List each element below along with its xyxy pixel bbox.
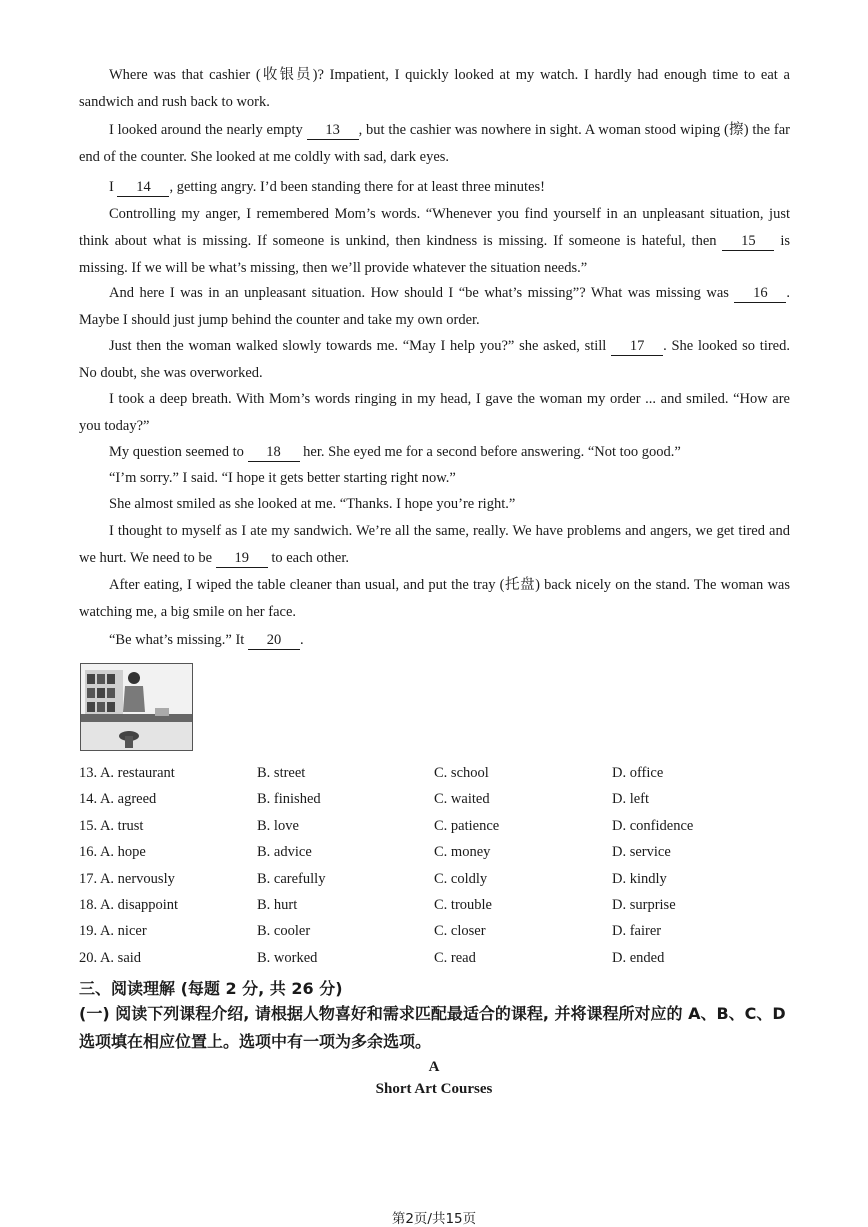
paragraph-text: to each other.	[267, 550, 350, 566]
passage-paragraph	[79, 174, 790, 201]
option-choice[interactable]: B. finished	[257, 791, 321, 808]
option-choice[interactable]: D. service	[612, 844, 671, 861]
option-choice[interactable]: C. coldly	[434, 870, 488, 887]
blank-14[interactable]: 14	[117, 179, 169, 197]
course-heading: Short Art Courses	[375, 1081, 493, 1097]
option-choice[interactable]: C. patience	[434, 817, 500, 834]
option-choice[interactable]: C. read	[434, 949, 476, 966]
paragraph-text: . She looked so tired. No doubt, she was overworked.	[79, 338, 790, 381]
paragraph-text: , getting angry. I’d been standing there for at least three minutes!	[169, 179, 545, 195]
cashier-illustration	[80, 663, 193, 751]
passage-paragraph	[79, 572, 790, 626]
blank-13[interactable]: 13	[307, 122, 359, 140]
option-choice[interactable]: 16. A. hope	[79, 844, 146, 861]
passage-paragraph	[79, 333, 790, 387]
option-choice[interactable]: B. street	[257, 765, 306, 781]
paragraph-text: “Be what’s missing.” It	[109, 632, 248, 648]
paragraph-text: her. She eyed me for a second before answering. “Not too good.”	[299, 444, 681, 460]
part-letter: A	[428, 1059, 440, 1075]
paragraph-text: . Maybe I should just jump behind the counter and take my own order.	[79, 285, 790, 328]
option-row	[79, 946, 790, 972]
option-choice[interactable]: B. love	[257, 817, 299, 834]
blank-17[interactable]: 17	[611, 338, 663, 356]
paragraph-text: My question seemed to	[109, 444, 248, 460]
passage-paragraph	[79, 439, 790, 466]
option-choice[interactable]: C. school	[434, 765, 489, 781]
option-choice[interactable]: 18. A. disappoint	[79, 896, 179, 913]
paragraph-text: She almost smiled as she looked at me. “Thanks. I hope you’re right.”	[109, 496, 516, 512]
option-choice[interactable]: D. kindly	[612, 870, 667, 887]
blank-15[interactable]: 15	[722, 233, 774, 251]
paragraph-text: Just then the woman walked slowly towards me. “May I help you?” she asked, still	[109, 338, 612, 354]
section-title: 三、阅读理解 (每题 2 分, 共 26 分)	[79, 979, 343, 998]
option-choice[interactable]: D. ended	[612, 949, 665, 966]
option-row	[79, 919, 790, 945]
option-choice[interactable]: D. confidence	[612, 817, 694, 834]
option-row	[79, 867, 790, 893]
option-row	[79, 893, 790, 919]
option-choice[interactable]: B. carefully	[257, 870, 326, 887]
paragraph-text: And here I was in an unpleasant situation. How should I “be what’s missing”? What was missing was	[109, 285, 735, 301]
paragraph-text: is missing. If we will be what’s missing, then we’ll provide whatever the situation needs.”	[79, 233, 790, 276]
option-choice[interactable]: D. office	[612, 765, 664, 781]
page-number: 第2页/共15页	[391, 1211, 477, 1227]
passage-paragraph	[79, 627, 790, 654]
option-choice[interactable]: C. waited	[434, 791, 490, 808]
option-choice[interactable]: 15. A. trust	[79, 817, 144, 834]
paragraph-text: Controlling my anger, I remembered Mom’s words. “Whenever you find yourself in an unpleasant situation, just think about what is missing. If someone is unkind, then kindness is missing. If someone is hateful, then	[79, 206, 790, 249]
passage-paragraph	[79, 117, 790, 171]
option-choice[interactable]: C. trouble	[434, 896, 492, 913]
paragraph-text: I thought to myself as I ate my sandwich. We’re all the same, really. We have problems and angers, we get tired and we hurt. We need to be	[79, 523, 790, 566]
blank-16[interactable]: 16	[734, 285, 786, 303]
option-choice[interactable]: C. money	[434, 844, 491, 861]
option-choice[interactable]: B. cooler	[257, 923, 311, 940]
option-choice[interactable]: 20. A. said	[79, 949, 142, 966]
passage-paragraph	[79, 280, 790, 334]
option-choice[interactable]: D. surprise	[612, 896, 676, 913]
paragraph-text: Where was that cashier (收银员)? Impatient, I quickly looked at my watch. I hardly had enough time to eat a sandwich and rush back to work.	[79, 67, 790, 110]
passage-paragraph	[79, 518, 790, 572]
paragraph-text: I took a deep breath. With Mom’s words ringing in my head, I gave the woman my order ... and smiled. “How are you today?”	[79, 391, 790, 434]
paragraph-text: , but the cashier was nowhere in sight. A woman stood wiping (擦) the far end of the counter. She looked at me coldly with sad, dark eyes.	[79, 122, 790, 165]
blank-20[interactable]: 20	[248, 632, 300, 650]
paragraph-text: .	[299, 632, 304, 648]
option-choice[interactable]: B. worked	[257, 949, 318, 966]
passage-paragraph	[79, 62, 790, 116]
passage-paragraph	[79, 465, 790, 492]
option-choice[interactable]: 19. A. nicer	[79, 923, 147, 940]
paragraph-text: I	[109, 179, 118, 195]
passage-paragraph	[79, 491, 790, 518]
blank-18[interactable]: 18	[248, 444, 300, 462]
paragraph-text: I looked around the nearly empty	[109, 122, 307, 138]
option-choice[interactable]: C. closer	[434, 923, 486, 940]
option-choice[interactable]: 14. A. agreed	[79, 791, 157, 808]
option-choice[interactable]: 13. A. restaurant	[79, 765, 175, 781]
paragraph-text: “I’m sorry.” I said. “I hope it gets better starting right now.”	[109, 470, 456, 486]
option-row	[79, 814, 790, 840]
blank-19[interactable]: 19	[216, 550, 268, 568]
option-row	[79, 840, 790, 866]
paragraph-text: After eating, I wiped the table cleaner than usual, and put the tray (托盘) back nicely on the stand. The woman was watching me, a big smile on her face.	[79, 577, 790, 620]
answer-options	[79, 761, 790, 972]
passage-paragraph	[79, 201, 790, 282]
option-choice[interactable]: D. left	[612, 791, 650, 808]
option-choice[interactable]: 17. A. nervously	[79, 870, 175, 887]
option-row	[79, 761, 790, 787]
section-instruction: (一) 阅读下列课程介绍, 请根据人物喜好和需求匹配最适合的课程, 并将课程所对应的 A、B、C、D 选项填在相应位置上。选项中有一项为多余选项。	[79, 1004, 786, 1051]
option-choice[interactable]: B. advice	[257, 844, 312, 861]
option-row	[79, 787, 790, 813]
option-choice[interactable]: D. fairer	[612, 923, 662, 940]
passage-paragraph	[79, 386, 790, 440]
option-choice[interactable]: B. hurt	[257, 896, 298, 913]
